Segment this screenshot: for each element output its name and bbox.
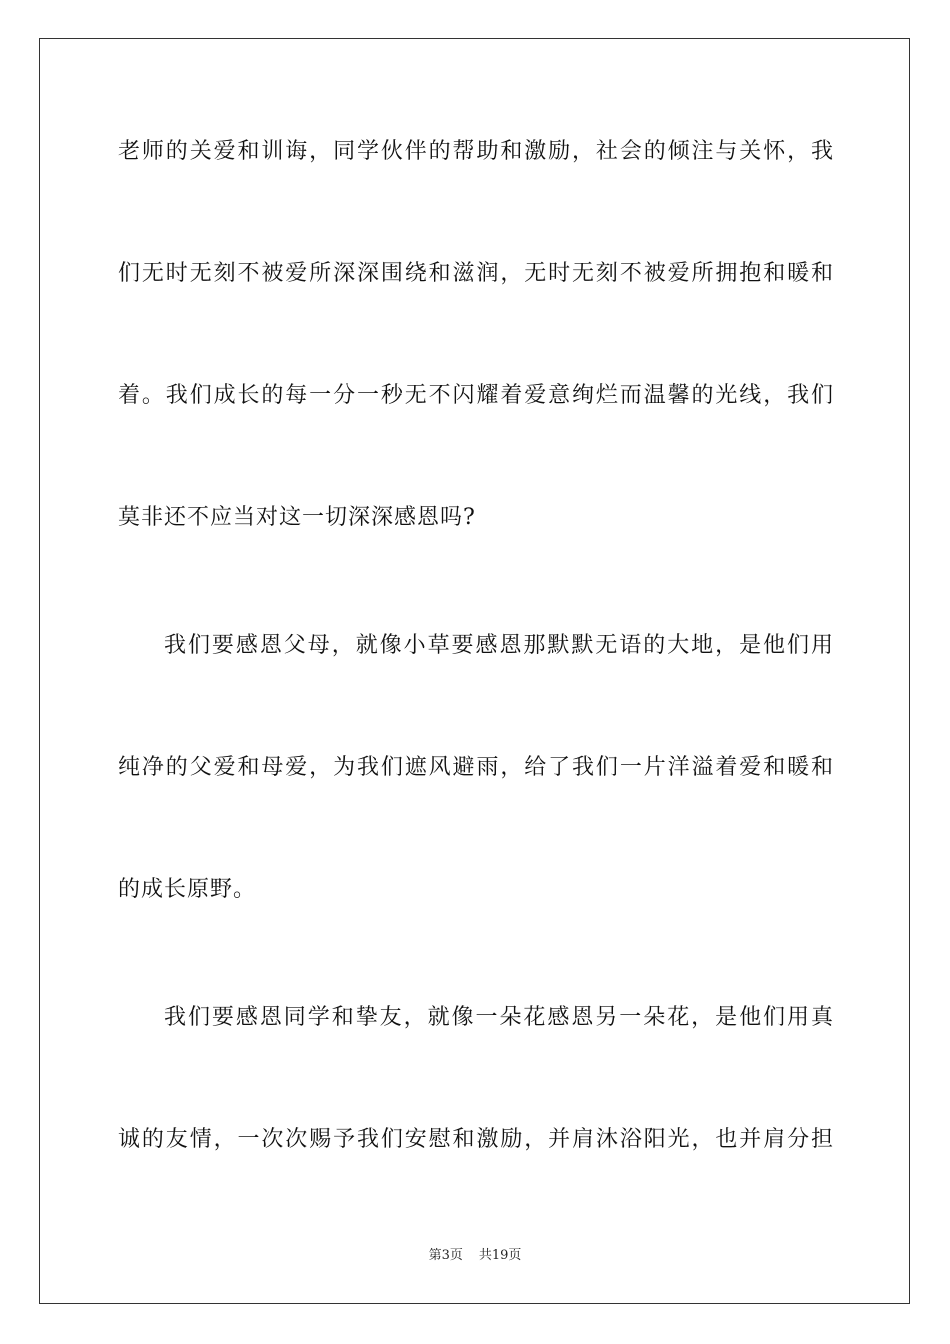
text-line-7: 的成长原野。 [118,877,257,902]
page-number: 第3页 [428,1248,463,1263]
text-line-6: 纯净的父爱和母爱，为我们遮风避雨，给了我们一片洋溢着爱和暖和 [118,755,834,780]
text-line-2: 们无时无刻不被爱所深深围绕和滋润，无时无刻不被爱所拥抱和暖和 [118,261,834,286]
text-line-1: 老师的关爱和训诲，同学伙伴的帮助和激励，社会的倾注与关怀，我 [118,139,834,164]
text-line-8: 我们要感恩同学和挚友，就像一朵花感恩另一朵花，是他们用真 [164,1005,834,1030]
page-footer [0,1248,950,1264]
text-line-3: 着。我们成长的每一分一秒无不闪耀着爱意绚烂而温馨的光线，我们 [118,383,834,408]
page-total: 共19页 [478,1248,522,1263]
text-line-5: 我们要感恩父母，就像小草要感恩那默默无语的大地，是他们用 [164,633,834,658]
text-line-4: 莫非还不应当对这一切深深感恩吗? [118,505,476,530]
page-border [39,38,910,1304]
text-line-9: 诚的友情，一次次赐予我们安慰和激励，并肩沐浴阳光，也并肩分担 [118,1127,834,1152]
